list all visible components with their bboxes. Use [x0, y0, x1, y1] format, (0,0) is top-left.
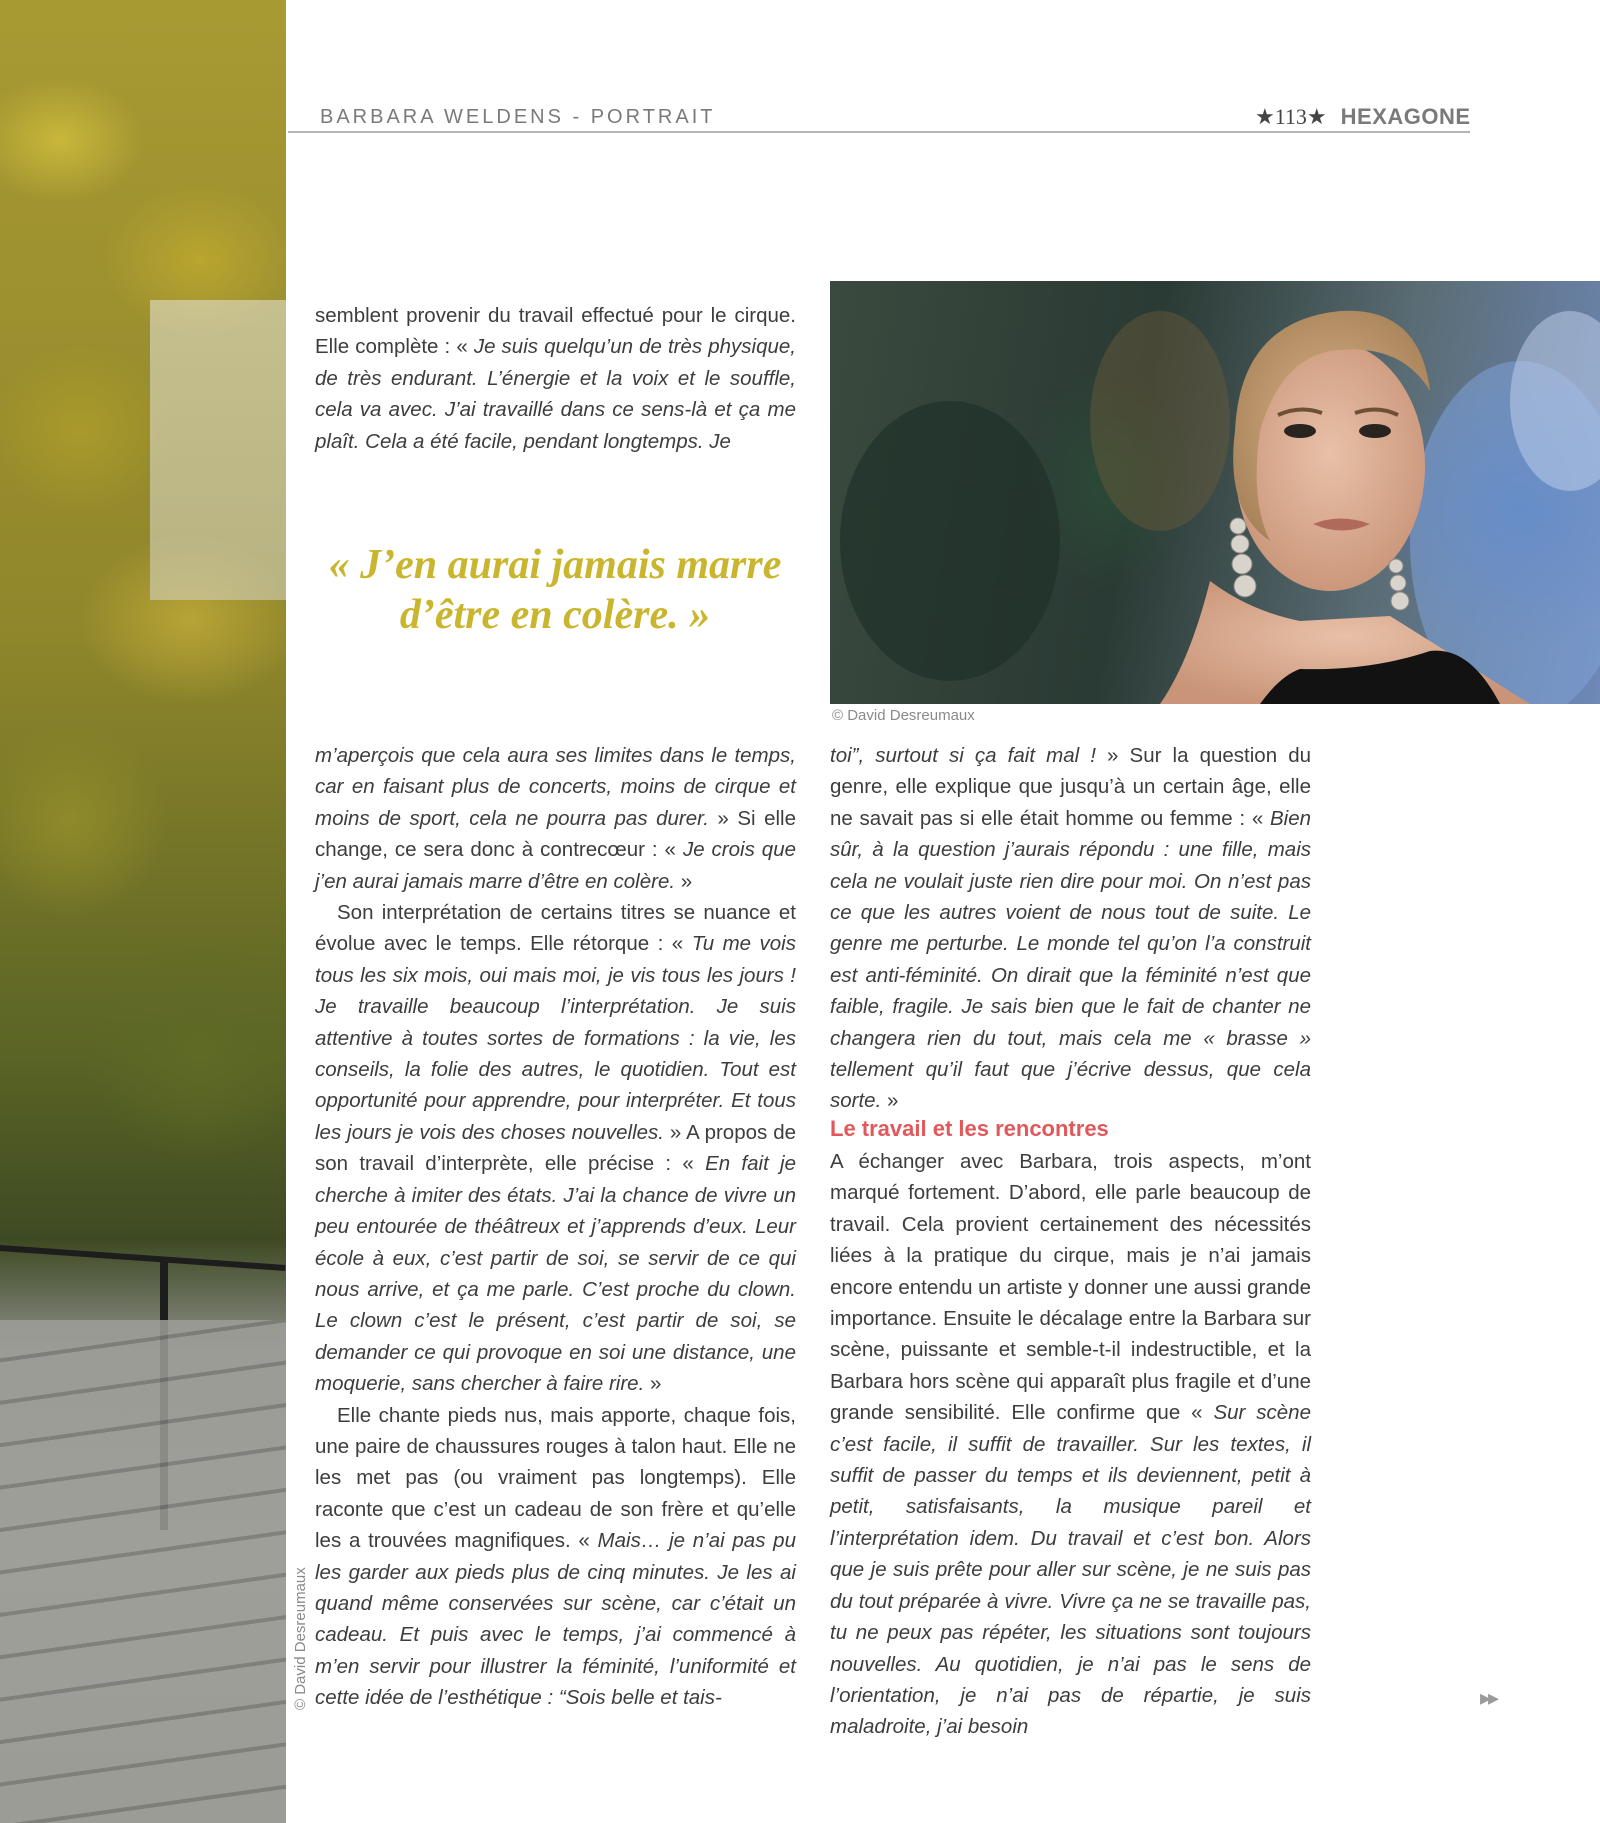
quote-run: toi”, surtout si ça fait mal !	[830, 744, 1096, 767]
quote-run: En fait je cherche à imiter des états. J’ai la chance de vivre un peu entourée de théâtreux et j’apprends d’eux. Leur école à eux, c’est partir de soi, se servir de ce qui nous arrive, et ça me parle. C’est proche du clown. Le clown c’est le présent, c’est partir de soi, se demander ce qui provoque en soi une distance, une moquerie, sans chercher à faire rire.	[315, 1152, 797, 1396]
text-run: » A propos de son travail d’interprète, elle précise : «	[315, 1120, 796, 1176]
left-photo-credit: © David Desreumaux	[292, 1567, 309, 1710]
photo-handrail	[0, 1245, 286, 1271]
quote-run: Tu me vois tous les six mois, oui mais moi, je vis tous les jours ! Je travaille beaucoup l’interprétation. Je suis attentive à toutes sortes de formations : la vie, les conseils, la folie des autres, le quotidien. Tout est opportunité pour apprendre, pour interpréter. Et tous les jours je vois des choses nouvelles.	[315, 932, 796, 1144]
quote-run: Bien sûr, à la question j’aurais répondu : une fille, mais cela ne voulait juste rien dire pour moi. On n’est pas ce que les autres voient de nous tout de suite. Le genre me perturbe. Le monde tel qu’on l’a construit est anti-féminité. On dirait que la féminité n’est que faible, fragile. Je sais bien que le fait de chanter ne changera rien du tout, mais cela me « brasse » tellement qu’il faut que j’écrive dessus, que cela sorte.	[830, 806, 1311, 1113]
section-heading: Le travail et les rencontres	[830, 1116, 1109, 1141]
quote-run: Sur scène c’est facile, il suffit de travailler. Sur les textes, il suffit de passer du temps et ils deviennent, petit à petit, satisfaisants, la musique pareil et l’interprétation idem. Du travail et c’est bon. Alors que je suis prête pour aller sur scène, je ne suis pas du tout préparée à vivre. Vivre ça ne se travaille pas, tu ne peux pas répéter, les situations sont toujours nouvelles. Au quotidien, je n’ai pas le sens de l’orientation, je n’ai pas de répartie, je suis maladroite, j’ai besoin	[830, 1401, 1311, 1739]
text-run: »	[675, 869, 693, 893]
column1-bottom-text	[315, 740, 796, 1714]
quote-run: Je suis quelqu’un de très physique, de très endurant. L’énergie et la voix et le souffle, cela va avec. J’ai travaillé dans ce sens-là et ça me plaît. Cela a été facile, pendant longtemps. Je	[315, 335, 796, 453]
paragraph	[830, 1146, 1311, 1743]
photo-building	[150, 300, 286, 600]
text-run: »	[644, 1372, 662, 1396]
paragraph	[315, 1400, 796, 1714]
text-run: »	[881, 1089, 899, 1113]
paragraph	[830, 740, 1311, 1117]
text-run: Elle chante pieds nus, mais apporte, chaque fois, une paire de chaussures rouges à talon haut. Elle ne les met pas (ou vraiment pas longtemps). Elle raconte que c’est un cadeau de son frère et qu’elle les a trouvées magnifiques. «	[315, 1403, 796, 1553]
portrait-illustration	[830, 281, 1600, 704]
page-header-right	[1255, 104, 1471, 130]
paragraph	[315, 740, 796, 897]
pull-quote: « J’en aurai jamais marre d’être en colère. »	[328, 542, 782, 638]
section-title: BARBARA WELDENS - PORTRAIT	[320, 106, 716, 128]
next-page-arrows-icon: ▸▸	[1480, 1685, 1497, 1710]
text-run: semblent provenir du travail effectué pour le cirque. Elle complète : «	[315, 304, 796, 359]
magazine-name: HEXAGONE	[1340, 104, 1471, 129]
page-number: ★113★	[1255, 104, 1327, 129]
column1-top-text	[315, 300, 796, 457]
paragraph	[315, 300, 796, 457]
portrait-photo-credit: © David Desreumaux	[832, 707, 975, 724]
photo-stairs	[0, 1320, 286, 1823]
text-run: » Sur la question du genre, elle explique que jusqu’à un certain âge, elle ne savait pas si elle était homme ou femme : «	[830, 744, 1311, 830]
quote-run: Mais… je n’ai pas pu les garder aux pieds plus de cinq minutes. Je les ai quand même conservées sur scène, car c’était un cadeau. Et puis avec le temps, j’ai commencé à m’en servir pour illustrer la féminité, l’uniformité et cette idée de l’esthétique : “Sois belle et tais-	[315, 1529, 796, 1710]
text-run: Son interprétation de certains titres se nuance et évolue avec le temps. Elle rétorque : «	[315, 901, 796, 956]
left-decorative-photo	[0, 0, 286, 1823]
text-run: A échanger avec Barbara, trois aspects, m’ont marqué fortement. D’abord, elle parle beaucoup de travail. Cela provient certainement des nécessités liées à la pratique du cirque, mais je n’ai jamais encore entendu un artiste y donner une aussi grande importance. Ensuite le décalage entre la Barbara sur scène, puissante et semble-t-il indestructible, et la Barbara hors scène qui apparaît plus fragile et d’une grande sensibilité. Elle confirme que «	[830, 1150, 1311, 1425]
column2-bottom-text	[830, 1146, 1311, 1743]
header-rule	[288, 131, 1470, 133]
column2-text	[830, 740, 1311, 1117]
quote-run: m’aperçois que cela aura ses limites dans le temps, car en faisant plus de concerts, moins de cirque et moins de sport, cela ne pourra pas durer.	[315, 744, 796, 830]
text-run: » Si elle change, ce sera donc à contrecœur : «	[315, 806, 796, 862]
quote-run: Je crois que j’en aurai jamais marre d’être en colère.	[315, 838, 796, 893]
portrait-photo	[830, 281, 1600, 704]
paragraph	[315, 897, 796, 1400]
